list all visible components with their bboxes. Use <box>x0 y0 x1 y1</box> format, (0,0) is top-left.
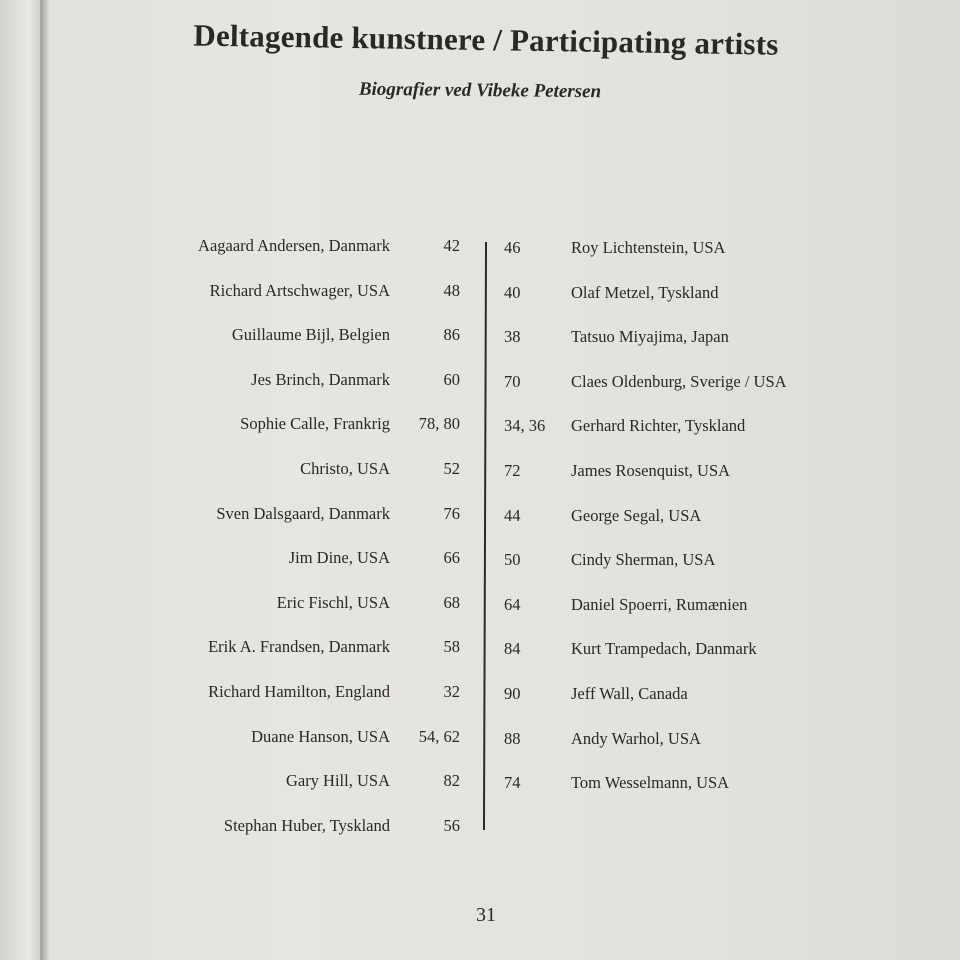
artist-name: Jes Brinch, Danmark <box>251 369 390 389</box>
artist-name: Tatsuo Miyajima, Japan <box>571 327 729 347</box>
book-gutter <box>40 0 43 960</box>
page-title: Deltagende kunstnere / Participating artists <box>193 17 779 62</box>
artist-page-refs: 46 <box>504 238 521 257</box>
artist-entry <box>120 682 470 727</box>
artist-page-refs: 82 <box>443 771 460 791</box>
artist-entry <box>120 414 470 459</box>
artist-page-refs: 68 <box>443 592 460 612</box>
artist-name: Eric Fischl, USA <box>276 592 390 612</box>
artist-page-refs: 88 <box>504 728 521 748</box>
artist-entry <box>496 461 816 506</box>
artist-entry <box>120 370 470 415</box>
artist-name: Guillaume Bijl, Belgien <box>231 325 390 345</box>
artist-name: James Rosenquist, USA <box>571 460 731 480</box>
page-number: 31 <box>476 904 496 926</box>
artist-page-refs: 78, 80 <box>418 414 460 434</box>
artist-entry <box>120 548 470 593</box>
artist-entry <box>120 771 470 816</box>
artist-page-refs: 34, 36 <box>504 416 546 436</box>
artist-page-refs: 54, 62 <box>418 726 460 746</box>
artist-name: Duane Hanson, USA <box>251 726 390 746</box>
column-divider <box>483 242 487 830</box>
page-subtitle: Biografier ved Vibeke Petersen <box>358 78 602 103</box>
artist-page-refs: 60 <box>443 369 460 389</box>
artist-page-refs: 86 <box>443 325 460 345</box>
artist-list-left <box>120 236 470 860</box>
artist-page-refs: 76 <box>443 503 460 523</box>
artist-name: Daniel Spoerri, Rumænien <box>571 594 748 614</box>
artist-entry <box>496 372 816 417</box>
artist-entry <box>120 637 470 682</box>
artist-entry <box>496 283 816 328</box>
artist-page-refs: 40 <box>504 282 521 302</box>
artist-entry <box>496 238 816 283</box>
artist-name: Andy Warhol, USA <box>571 728 701 748</box>
artist-name: Sophie Calle, Frankrig <box>240 414 390 434</box>
artist-entry <box>496 327 816 372</box>
artist-page-refs: 50 <box>504 550 521 570</box>
artist-page-refs: 52 <box>443 458 460 478</box>
artist-entry <box>496 416 816 461</box>
artist-name: Tom Wesselmann, USA <box>571 773 730 793</box>
artist-name: Stephan Huber, Tyskland <box>223 815 390 835</box>
artist-page-refs: 58 <box>443 637 460 657</box>
artist-entry <box>120 816 470 861</box>
artist-entry <box>496 684 816 729</box>
artist-page-refs: 74 <box>504 773 521 793</box>
artist-name: Olaf Metzel, Tyskland <box>571 282 719 302</box>
artist-name: Roy Lichtenstein, USA <box>571 238 726 257</box>
artist-page-refs: 84 <box>504 639 521 659</box>
artist-entry <box>496 729 816 774</box>
artist-list-right <box>496 238 816 818</box>
artist-entry <box>496 550 816 595</box>
artist-name: Gerhard Richter, Tyskland <box>571 416 746 436</box>
artist-name: Claes Oldenburg, Sverige / USA <box>571 371 787 391</box>
artist-entry <box>120 504 470 549</box>
artist-page-refs: 66 <box>443 548 460 568</box>
artist-page-refs: 48 <box>443 280 460 300</box>
artist-entry <box>120 236 470 281</box>
artist-name: Richard Hamilton, England <box>208 681 390 701</box>
artist-entry <box>496 506 816 551</box>
artist-name: Richard Artschwager, USA <box>209 280 390 300</box>
artist-entry <box>120 281 470 326</box>
artist-entry <box>496 639 816 684</box>
artist-entry <box>120 593 470 638</box>
artist-page-refs: 56 <box>443 815 460 835</box>
artist-page-refs: 32 <box>443 681 460 701</box>
artist-page-refs: 42 <box>443 236 460 255</box>
artist-page-refs: 44 <box>504 505 521 525</box>
artist-name: Aagaard Andersen, Danmark <box>198 236 390 255</box>
artist-name: Sven Dalsgaard, Danmark <box>216 503 390 523</box>
artist-name: George Segal, USA <box>571 505 702 525</box>
artist-name: Cindy Sherman, USA <box>571 550 716 570</box>
artist-name: Kurt Trampedach, Danmark <box>571 639 757 659</box>
artist-page-refs: 72 <box>504 460 521 480</box>
artist-entry <box>120 325 470 370</box>
artist-entry <box>496 595 816 640</box>
artist-entry <box>120 727 470 772</box>
artist-name: Jeff Wall, Canada <box>571 683 688 703</box>
artist-page-refs: 90 <box>504 683 521 703</box>
artist-name: Erik A. Frandsen, Danmark <box>208 637 390 657</box>
artist-page-refs: 70 <box>504 371 521 391</box>
artist-page-refs: 64 <box>504 594 521 614</box>
previous-page-edge <box>0 0 42 960</box>
artist-page-refs: 38 <box>504 327 521 347</box>
artist-entry <box>496 773 816 818</box>
artist-name: Christo, USA <box>300 458 390 478</box>
artist-name: Gary Hill, USA <box>285 771 390 791</box>
artist-entry <box>120 459 470 504</box>
artist-name: Jim Dine, USA <box>288 548 390 568</box>
